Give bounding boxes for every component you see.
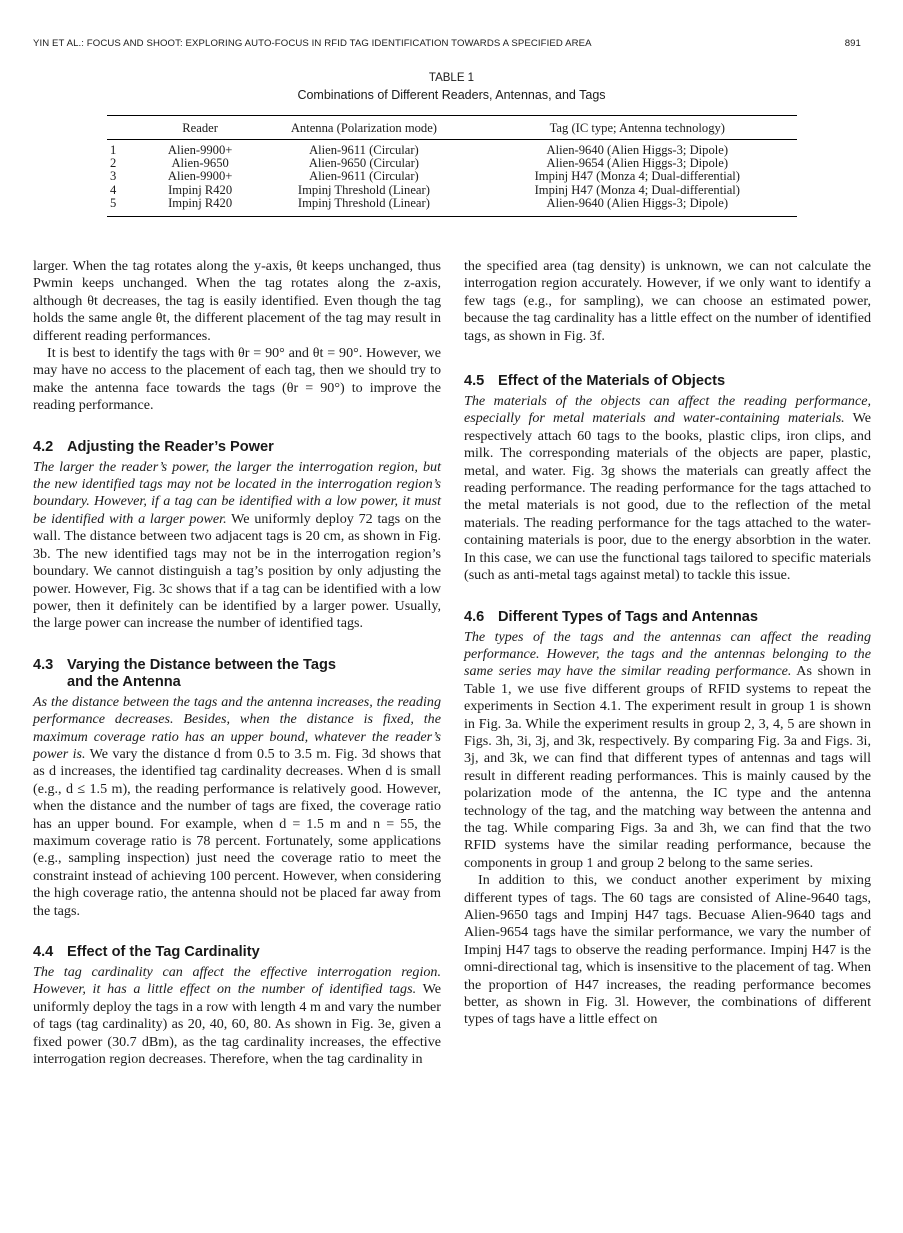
table-cell: Impinj R420 <box>150 197 250 217</box>
table-cell: Alien-9611 (Circular) <box>309 169 419 184</box>
emphasis-text: The types of the tags and the antennas can affect the reading performance. However, the tags and the antennas belonging to the same series may have the similar reading performance. <box>464 628 871 680</box>
table-row <box>107 184 797 197</box>
running-header <box>33 38 861 49</box>
table-cell: Alien-9640 (Alien Higgs-3; Dipole) <box>546 143 729 157</box>
section-title: Effect of the Materials of Objects <box>498 373 726 390</box>
section-heading-4-3 <box>33 657 441 691</box>
section-number: 4.6 <box>464 608 485 625</box>
table-cell: Alien-9640 (Alien Higgs-3; Dipole) <box>478 197 797 217</box>
table-cell: 5 <box>107 197 150 217</box>
emphasis-text: The larger the reader’s power, the larger the interrogation region, but the new identified tags may not be located in the interrogation region’s boundary. However, if a tag can be identified with a low power, it must be identified with a larger power. <box>33 458 441 527</box>
table-header-index <box>107 116 150 140</box>
section-number: 4.3 <box>33 656 54 673</box>
section-heading-4-2 <box>33 439 441 456</box>
section-number: 4.2 <box>33 438 54 455</box>
right-column <box>464 258 871 1029</box>
table-header-antenna: Antenna (Polarization mode) <box>250 116 477 140</box>
section-title: Adjusting the Reader’s Power <box>67 438 274 455</box>
table-cell: Alien-9650 (Circular) <box>308 156 419 171</box>
paragraph: larger. When the tag rotates along the y-axis, θt keeps unchanged, thus Pwmin keeps unchanged. When the tag rotates along the z-axis, although θt decreases, the tag is easily identified. Even though the tag holds the same angle θt, the different placement of the tag may result in different reading performances. <box>33 258 441 344</box>
section-number: 4.4 <box>33 944 54 960</box>
table-cell: 3 <box>110 169 117 184</box>
table-cell: Impinj Threshold (Linear) <box>297 182 430 197</box>
paragraph <box>33 964 441 1068</box>
page-number: 891 <box>844 38 861 49</box>
section-title: Varying the Distance between the Tags <box>67 656 336 673</box>
body-text: We respectively attach 60 tags to the books, plastic clips, iron clips, and milk. The corresponding materials of the objects are paper, plastic, metal, and water. Fig. 3g shows the materials can greatly affect the reading performance. The reading performance for the tags attached to the metal materials is not good, due to the reflection of the metal materials. The reading performance for the tags attached to the water-containing materials is poor, due to the energy absorbtion in the water. In this case, we can use the functional tags tailored to specific materials (such as anti-metal tags against metal) to tackle this issue. <box>464 410 872 584</box>
table-row <box>107 197 797 217</box>
body-text: We uniformly deploy 72 tags on the wall. The distance between two adjacent tags is 20 cm, as shown in Fig. 3b. The new identified tags may not be in the interrogation region’s boundary. We cannot distinguish a tag’s position by only adjusting the power. However, Fig. 3c shows that if a tag can be identified with a low power, then it definitely can be identified by a larger power. Usually, the large power can increase the number of identified tags. <box>33 510 441 632</box>
section-title-continued: and the Antenna <box>67 673 181 690</box>
paragraph: It is best to identify the tags with θr = 90° and θt = 90°. However, we may have no access to the placement of each tag, then we should try to make the antenna face towards the tags (θr = 90°) to improve the reading performance. <box>33 345 441 414</box>
body-text: As shown in Table 1, we use five different groups of RFID systems to repeat the experiments in Section 4.1. The experiment result in group 1 is shown in Fig. 3a. While the experiment results in group 2, 3, 4, 5 are shown in Figs. 3h, 3i, 3j, and 3k, respectively. By comparing Fig. 3a and Figs. 3i, 3j, and 3k, we can find that different types of antennas and tags will result in different reading performances. This is mainly caused by the polarization mode of the antenna, the IC type and the antenna technology of the tag, and the matching way between the antenna and the tag. While comparing Figs. 3a and 3h, we can find that the two RFID systems have the similar reading performance, because the components in group 1 and group 2 belong to the same series. <box>464 663 871 871</box>
table-cell: 4 <box>110 182 117 197</box>
table-header-reader: Reader <box>150 116 250 140</box>
table-caption: Combinations of Different Readers, Antennas, and Tags <box>297 88 606 102</box>
paragraph: the specified area (tag density) is unknown, we can not calculate the interrogation region accurately. However, if we only want to identify a few tags (e.g., for sampling), we can choose an estimated power, because the tag cardinality has a little effect on the number of identified tags, as shown in Fig. 3f. <box>464 258 871 344</box>
table-cell: Alien-9900+ <box>167 169 233 184</box>
table-cell: Alien-9650 <box>171 156 229 171</box>
table-label: TABLE 1 <box>428 72 475 84</box>
table-cell: Alien-9611 (Circular) <box>309 143 419 157</box>
section-number: 4.5 <box>464 373 485 390</box>
table-row <box>107 140 797 158</box>
paragraph: In addition to this, we conduct another experiment by mixing different types of tags. The 60 tags are consisted of Aline-9640 tags, Alien-9650 tags and Impinj H47 tags. Becuase Alien-9640 tags and Alien-9654 tags have the similar performance, we vary the number of Impinj H47 tags to observe the reading performance. Impinj H47 is the omni-directional tag, which is insensitive to the placement of tag. When the proportion of H47 increases, the reading performance becomes better, as shown in Fig. 3l. However, the combinations of different types of tags have a little effect on <box>464 872 871 1028</box>
paragraph <box>464 629 871 873</box>
table-header-tag: Tag (IC type; Antenna technology) <box>478 116 797 140</box>
table-header-row <box>107 116 797 140</box>
table-cell: Alien-9900+ <box>167 143 233 157</box>
table-cell: Alien-9654 (Alien Higgs-3; Dipole) <box>546 156 729 171</box>
table-cell: 2 <box>110 156 117 171</box>
table-cell: Impinj H47 (Monza 4; Dual-differential) <box>534 182 740 197</box>
running-title: YIN ET AL.: FOCUS AND SHOOT: EXPLORING AUTO-FOCUS IN RFID TAG IDENTIFICATION TOWARDS A SPECIFIED AREA <box>33 38 592 49</box>
table-cell: 1 <box>110 143 117 157</box>
body-text: We uniformly deploy the tags in a row with length 4 m and vary the number of tags (tag cardinality) as 20, 40, 60, 80. As shown in Fig. 3e, given a fixed power (30.7 dBm), as the tag cardinality increases, the effective interrogation region decreases. Therefore, when the tag cardinality in <box>33 981 441 1068</box>
combinations-table <box>107 115 797 217</box>
table-cell: Impinj H47 (Monza 4; Dual-differential) <box>534 169 740 184</box>
section-heading-4-5 <box>464 373 871 390</box>
left-column <box>33 258 441 1068</box>
emphasis-text: The tag cardinality can affect the effective interrogation region. However, it has a little effect on the number of identified tags. <box>33 964 441 998</box>
section-title: Different Types of Tags and Antennas <box>498 608 759 625</box>
section-title: Effect of the Tag Cardinality <box>67 944 260 960</box>
table-cell: Impinj Threshold (Linear) <box>250 197 477 217</box>
table-row <box>107 170 797 183</box>
paragraph <box>33 694 441 920</box>
section-heading-4-6 <box>464 609 871 626</box>
paragraph <box>464 393 871 584</box>
section-heading-4-4 <box>33 944 441 961</box>
body-text: We vary the distance d from 0.5 to 3.5 m. Fig. 3d shows that as d increases, the identified tag cardinality decreases. When d is small (e.g., d ≤ 1.5 m), the reading performance is relatively good. However, when the distance and the number of tags are fixed, the coverage ratio has an upper bound. For example, when d = 1.5 m and n = 55, the maximum coverage ratio is 78 percent. Fortunately, some applications (e.g., sampling inspection) just need the coverage ratio to meet the constraint instead of achieving 100 percent. However, when considering the high coverage ratio, the antenna should not be placed far away from the tags. <box>33 745 441 919</box>
paragraph <box>33 459 441 633</box>
emphasis-text: The materials of the objects can affect the reading performance, especially for metal materials and water-containing materials. <box>464 393 871 427</box>
table-cell: Impinj R420 <box>168 182 233 197</box>
emphasis-text: As the distance between the tags and the antenna increases, the reading performance decreases. Besides, when the distance is fixed, the maximum coverage ratio has an upper bound, whatever the reader’s power is. <box>33 693 441 762</box>
